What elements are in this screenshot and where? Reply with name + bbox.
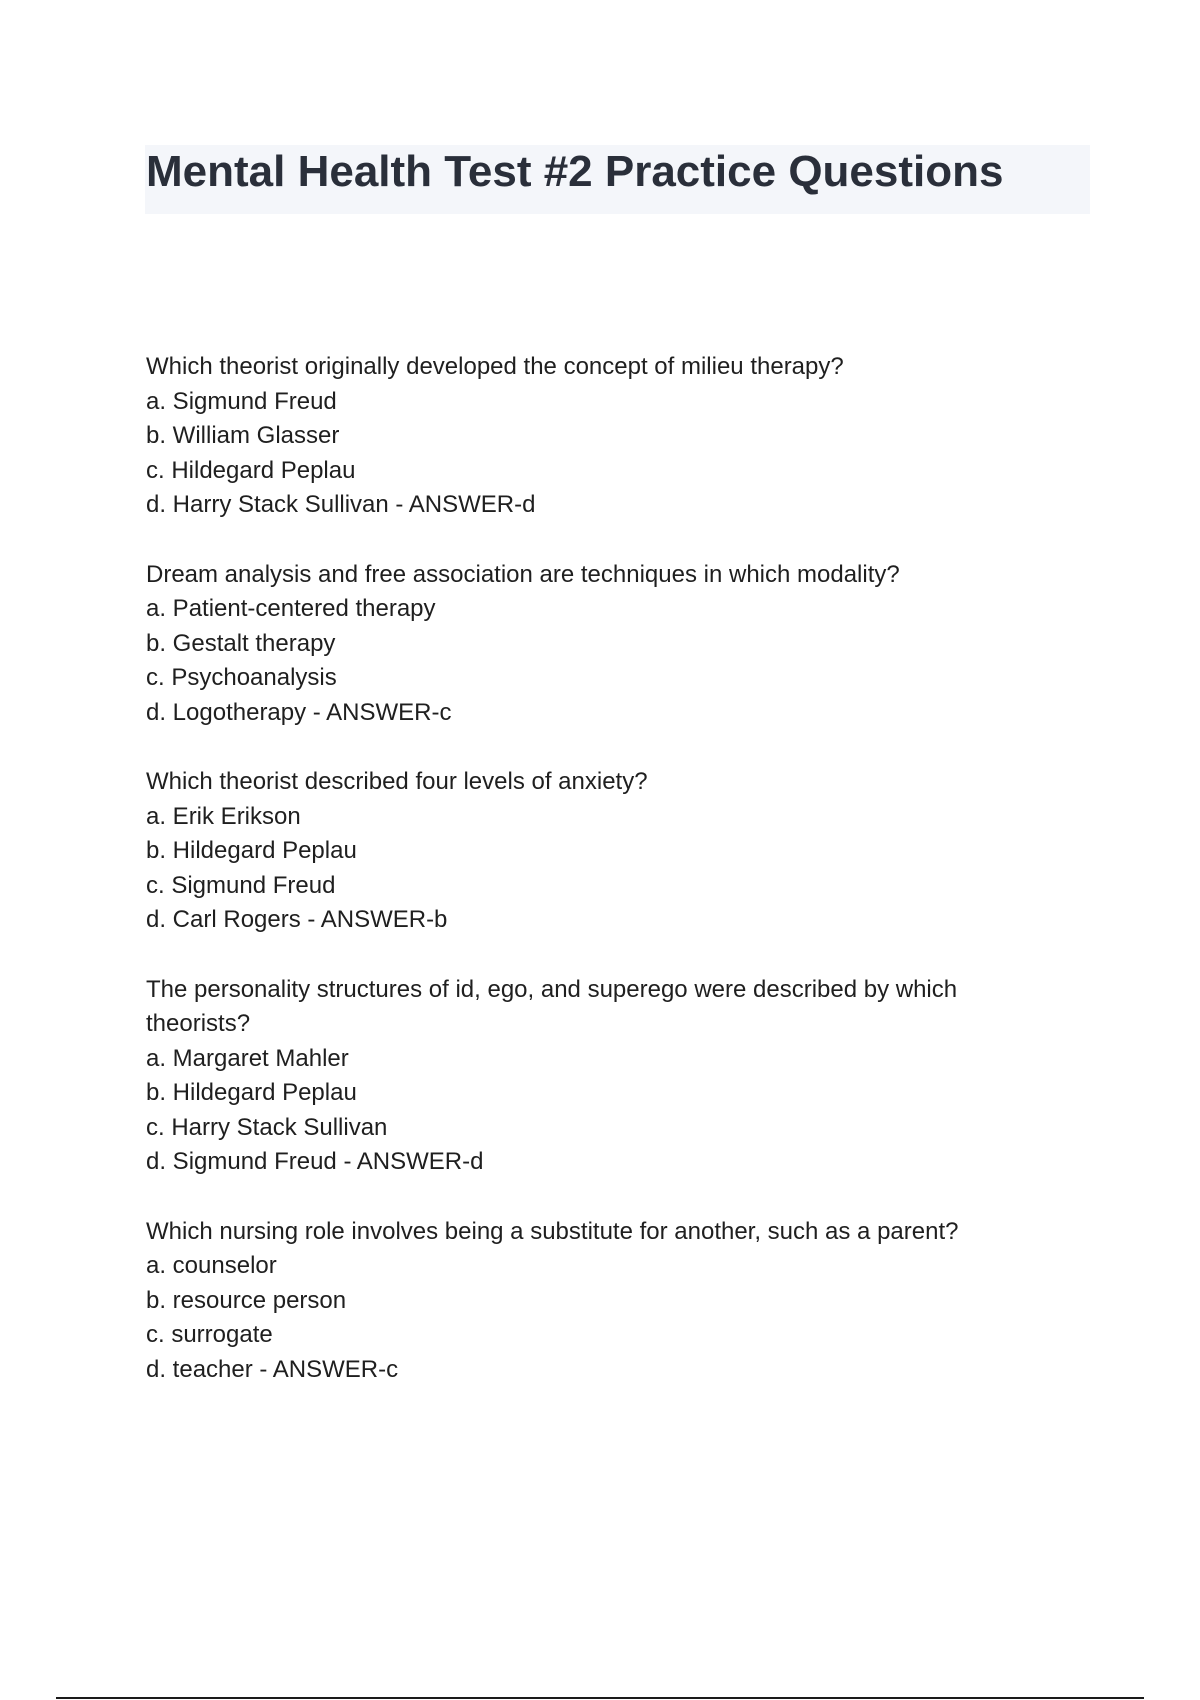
- answer-option: b. Gestalt therapy: [146, 629, 336, 657]
- answer-option: a. Margaret Mahler: [146, 1044, 349, 1072]
- question-block: [146, 350, 1086, 523]
- answer-option: a. Erik Erikson: [146, 802, 301, 830]
- answer-option: a. Patient-centered therapy: [146, 595, 436, 622]
- question-stem-continued: theorists?: [146, 1010, 251, 1037]
- question-block: [146, 1215, 1086, 1388]
- question-stem: Which nursing role involves being a substitute for another, such as a parent?: [146, 1217, 959, 1245]
- answer-option: d. teacher - ANSWER-c: [146, 1355, 399, 1383]
- question-block: [146, 558, 1086, 731]
- answer-option: a. Sigmund Freud: [146, 387, 337, 415]
- questions-list: [146, 350, 1086, 1422]
- question-block: [146, 973, 1086, 1180]
- answer-option: d. Logotherapy - ANSWER-c: [146, 698, 452, 726]
- question-block: [146, 765, 1086, 938]
- answer-option: d. Sigmund Freud - ANSWER-d: [146, 1148, 484, 1175]
- question-stem: The personality structures of id, ego, and superego were described by which: [146, 975, 958, 1003]
- page-title: Mental Health Test #2 Practice Questions: [146, 147, 1004, 196]
- question-stem: Which theorist described four levels of anxiety?: [146, 768, 648, 795]
- answer-option: d. Carl Rogers - ANSWER-b: [146, 906, 448, 933]
- answer-option: b. resource person: [146, 1286, 347, 1314]
- answer-option: b. William Glasser: [146, 422, 340, 449]
- answer-option: c. Harry Stack Sullivan: [146, 1113, 388, 1141]
- answer-option: a. counselor: [146, 1252, 277, 1279]
- answer-option: b. Hildegard Peplau: [146, 837, 357, 864]
- answer-option: c. surrogate: [146, 1321, 273, 1348]
- answer-option: d. Harry Stack Sullivan - ANSWER-d: [146, 491, 536, 518]
- question-stem: Which theorist originally developed the concept of milieu therapy?: [146, 353, 844, 380]
- answer-option: c. Hildegard Peplau: [146, 456, 356, 484]
- answer-option: b. Hildegard Peplau: [146, 1079, 357, 1106]
- answer-option: c. Sigmund Freud: [146, 871, 336, 899]
- answer-option: c. Psychoanalysis: [146, 664, 337, 691]
- page-bottom-divider: [56, 1697, 1144, 1699]
- question-stem: Dream analysis and free association are techniques in which modality?: [146, 560, 900, 588]
